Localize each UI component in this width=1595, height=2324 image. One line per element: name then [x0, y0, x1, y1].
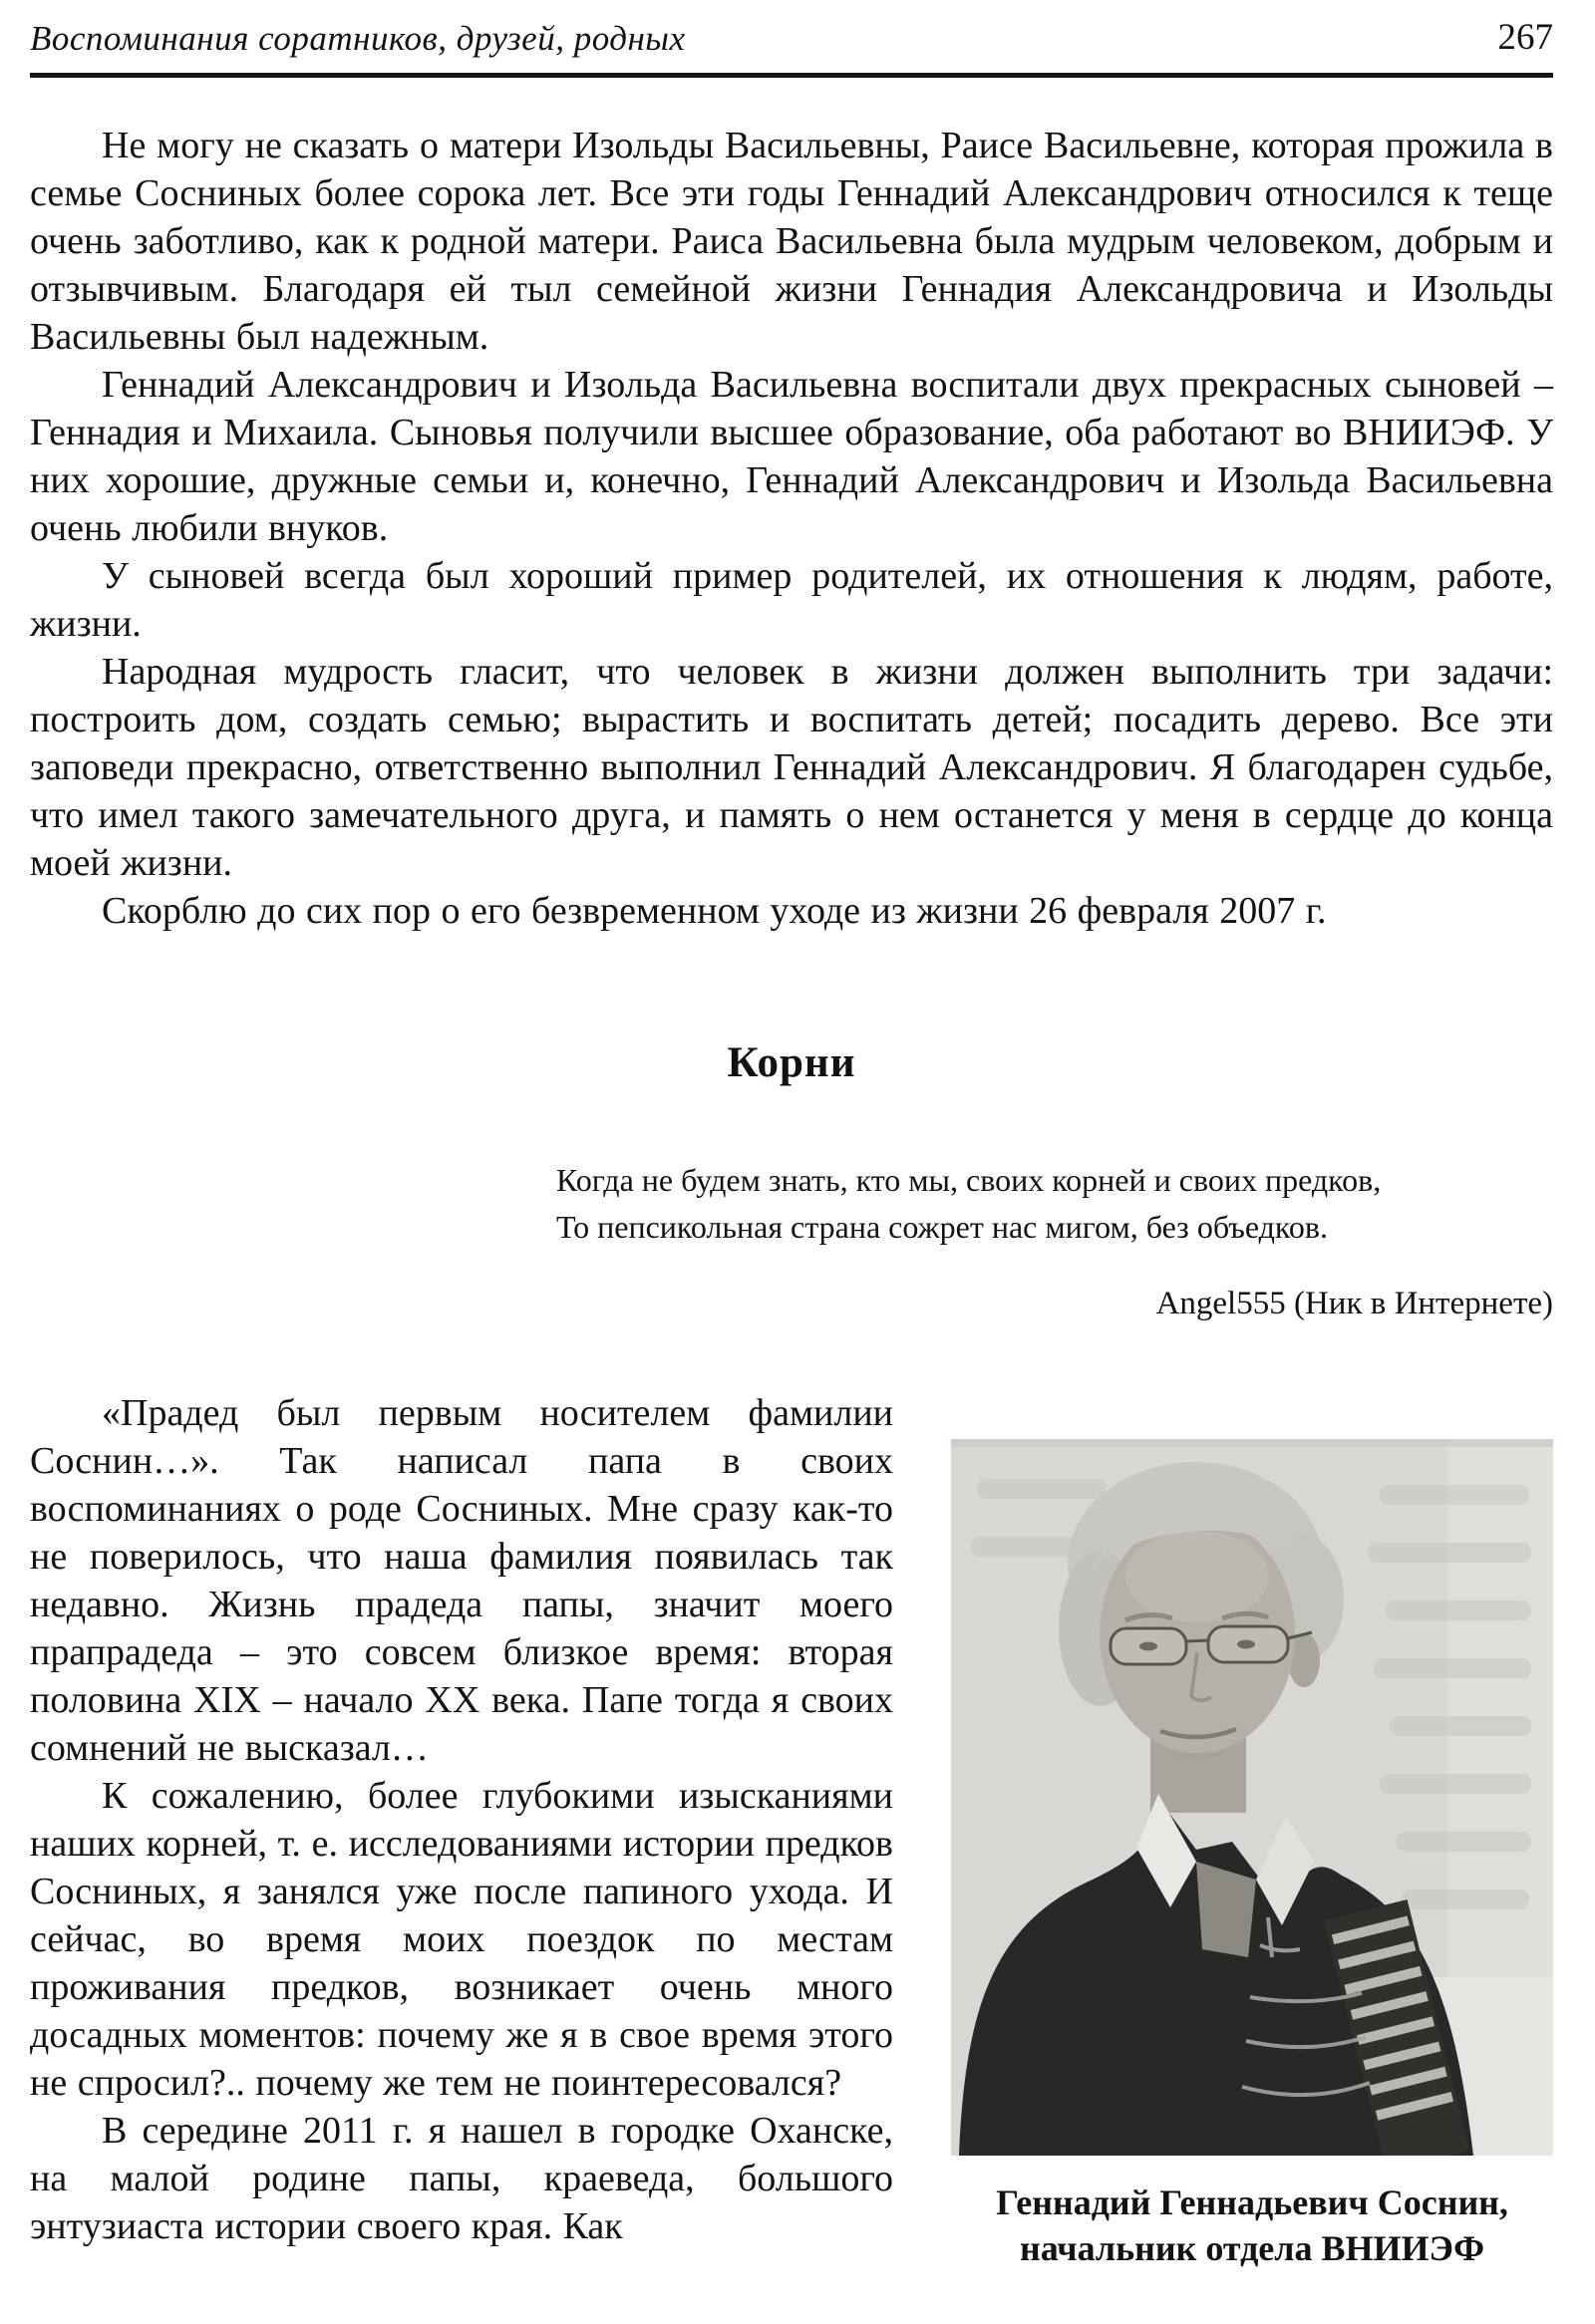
epigraph-line: То пепсикольная страна сожрет нас мигом, без объедков.: [556, 1209, 1328, 1245]
section-title: Корни: [727, 1039, 856, 1086]
epigraph: [556, 1157, 1553, 1327]
roots-paragraph: К сожалению, более глубокими изысканиями наших корней, т. е. исследованиями истории предков Сосниных, я занялся уже после папиного ухода. И сейчас, во время моих поездок по местам проживания предков, возникает очень много досадных моментов: почему же я в свое время этого не спросил?.. почему же тем не поинтересовался?: [30, 1775, 893, 2104]
portrait-caption: [951, 2179, 1553, 2271]
page-number: 267: [1497, 17, 1553, 58]
epigraph-attribution: Angel555 (Ник в Интернете): [1155, 1286, 1553, 1321]
page-body: [30, 78, 1553, 2271]
memoir-paragraph: У сыновей всегда был хороший пример родителей, их отношения к людям, работе, жизни.: [30, 555, 1553, 645]
roots-paragraph: В середине 2011 г. я нашел в городке Оханске, на малой родине папы, краеведа, большого энтузиаста истории своего края. Как: [30, 2110, 893, 2247]
memoir-paragraph: Скорблю до сих пор о его безвременном уходе из жизни 26 февраля 2007 г.: [102, 890, 1327, 932]
running-title: Воспоминания соратников, друзей, родных: [30, 19, 686, 58]
memoir-paragraph: Геннадий Александрович и Изольда Васильевна воспитали двух прекрасных сыновей – Геннадия и Михаила. Сыновья получили высшее образование, оба работают во ВНИИЭФ. У них хорошие, дружные семьи и, конечно, Геннадий Александрович и Изольда Васильевна очень любили внуков.: [30, 364, 1553, 549]
portrait-caption-line: начальник отдела ВНИИЭФ: [1019, 2228, 1485, 2268]
epigraph-line: Когда не будем знать, кто мы, своих корней и своих предков,: [556, 1162, 1382, 1198]
portrait-photo: [951, 1439, 1553, 2156]
portrait-caption-line: Геннадий Геннадьевич Соснин,: [996, 2182, 1508, 2222]
portrait-figure: [951, 1439, 1553, 2271]
portrait-illustration: [951, 1439, 1553, 2156]
roots-section: [30, 1389, 1553, 2271]
memoir-paragraph: Не могу не сказать о матери Изольды Васильевны, Раисе Васильевне, которая прожила в семье Сосниных более сорока лет. Все эти годы Геннадий Александрович относился к теще очень заботливо, как к родной матери. Раиса Васильевна была мудрым человеком, добрым и отзывчивым. Благодаря ей тыл семейной жизни Геннадия Александровича и Изольды Васильевны был надежным.: [30, 125, 1553, 358]
memoir-paragraph: Народная мудрость гласит, что человек в жизни должен выполнить три задачи: построить дом, создать семью; вырастить и воспитать детей; посадить дерево. Все эти заповеди прекрасно, ответственно выполнил Геннадий Александрович. Я благодарен судьбе, что имел такого замечательного друга, и память о нем останется у меня в сердце до конца моей жизни.: [30, 651, 1553, 884]
roots-paragraph: «Прадед был первым носителем фамилии Соснин…». Так написал папа в своих воспоминаниях о роде Сосниных. Мне сразу как-то не поверилось, что наша фамилия появилась так недавно. Жизнь прадеда папы, значит моего прапрадеда – это совсем близкое время: вторая половина XIX – начало XX века. Папе тогда я своих сомнений не высказал…: [30, 1392, 893, 1769]
page-header: [30, 0, 1553, 78]
